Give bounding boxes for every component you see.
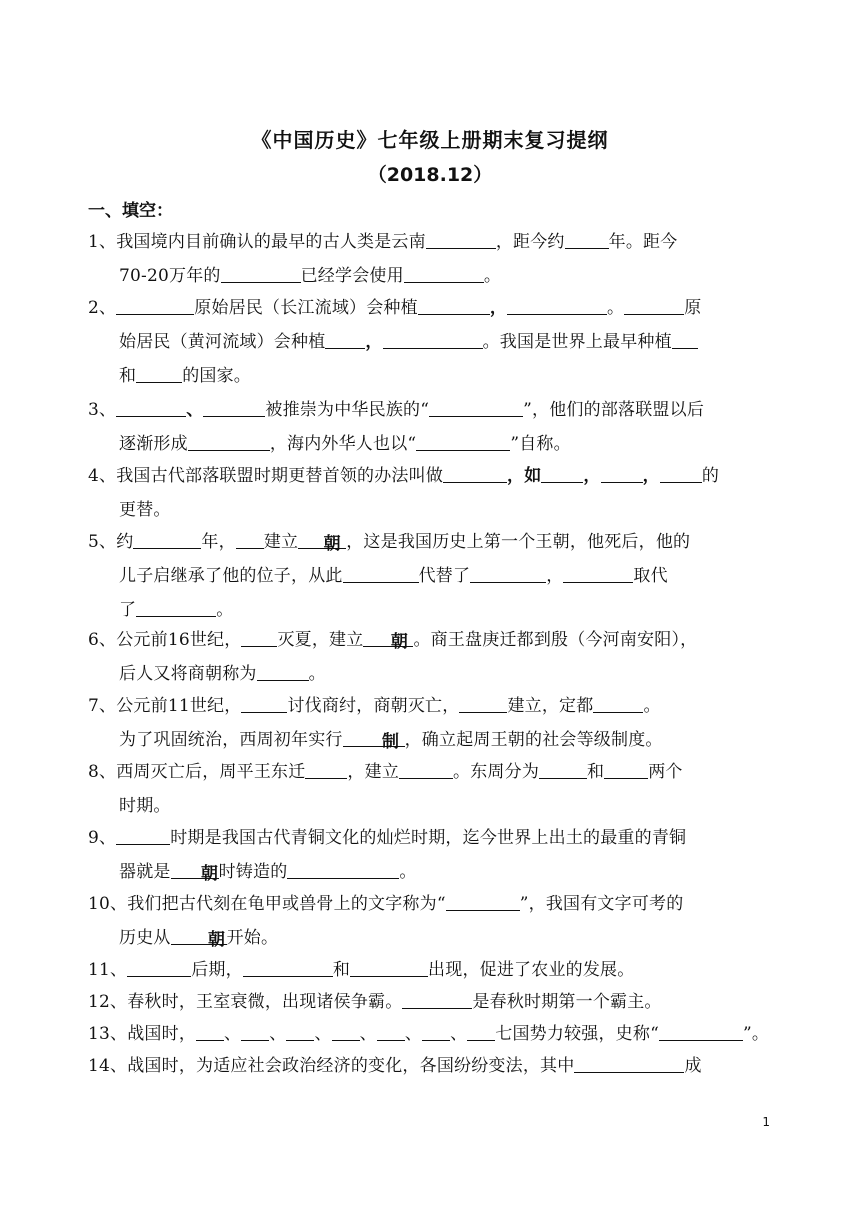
answer-blank[interactable] (404, 264, 484, 283)
answer-blank[interactable] (429, 398, 523, 417)
answer-blank-dynasty[interactable]: 朝 (298, 530, 346, 549)
answer-blank[interactable] (286, 1022, 314, 1041)
answer-blank[interactable] (418, 296, 490, 315)
answer-blank-system[interactable]: 制 (343, 728, 405, 747)
answer-blank[interactable] (350, 958, 428, 977)
answer-blank[interactable] (343, 564, 419, 583)
answer-blank[interactable] (416, 432, 510, 451)
answer-blank[interactable] (241, 1022, 269, 1041)
answer-blank[interactable] (467, 1022, 495, 1041)
answer-blank[interactable] (332, 1022, 360, 1041)
answer-blank[interactable] (422, 1022, 450, 1041)
answer-blank[interactable] (236, 530, 264, 549)
answer-blank[interactable] (287, 860, 399, 879)
answer-blank-dynasty[interactable]: 朝 (171, 926, 227, 945)
answer-blank[interactable] (133, 530, 201, 549)
answer-blank[interactable] (459, 694, 507, 713)
section-heading: 一、填空： (88, 201, 173, 221)
answer-blank[interactable] (402, 990, 472, 1009)
answer-blank[interactable] (672, 330, 698, 349)
answer-blank[interactable] (624, 296, 684, 315)
answer-blank[interactable] (604, 760, 648, 779)
answer-blank[interactable] (325, 330, 365, 349)
answer-blank[interactable] (116, 398, 186, 417)
document-title: 《中国历史》七年级上册期末复习提纲 (251, 128, 609, 152)
answer-blank[interactable] (593, 694, 643, 713)
answer-blank[interactable] (563, 564, 633, 583)
answer-blank[interactable] (188, 432, 270, 451)
answer-blank[interactable] (443, 464, 507, 483)
answer-blank[interactable] (659, 1022, 743, 1041)
answer-blank[interactable] (377, 1022, 405, 1041)
answer-blank[interactable] (574, 1054, 684, 1073)
answer-blank[interactable] (383, 330, 483, 349)
answer-blank[interactable] (539, 760, 587, 779)
answer-blank[interactable] (507, 296, 607, 315)
answer-blank[interactable] (243, 958, 333, 977)
answer-blank-dynasty[interactable]: 朝 (171, 860, 219, 879)
answer-blank[interactable] (241, 628, 277, 647)
answer-blank[interactable] (470, 564, 546, 583)
answer-blank[interactable] (399, 760, 453, 779)
answer-blank[interactable] (203, 398, 265, 417)
answer-blank-dynasty[interactable]: 朝 (363, 628, 413, 647)
answer-blank[interactable] (541, 464, 583, 483)
answer-blank[interactable] (136, 598, 216, 617)
document-page: 《中国历史》七年级上册期末复习提纲 （2018.12） 一、填空： 1、我国境内目前确认的最早的古人类是云南 ，距今约 年。距今 70-20万年的 已经学会使用 。 2、 原始居民（长江流域）会种植 ， 。 原 始居民（黄河流域）会种植 ， 。我国是世界上最早种植 和 的国家。 3、 、 被推崇为中华民族的“ ”，他们的部落联盟以后 逐渐形成 ，海内外华人也以“ ”自称。 4、我国古代部落联盟时期更替首领的办法叫做 ，如 ， ， 的 更替。 5、约 年， 建立 朝 ，这是我国历史上第一个王朝，他死后，他的 儿子启继承了他的位子，从此 代替了 ， 取代 了 。 6、公元前16世纪， 灭夏，建立 朝 。商王盘庚迁都到殷（今河南安阳）， 后人又将商朝称为 。 7、公元前11世纪， 讨伐商纣，商朝灭亡， 建立，定都 。 为了巩固统治，西周初年实行 制 ，确立起周王朝的社会等级制度。 8、西周灭亡后，周平王东迁 ，建立 。东周分为 和 两个 时期。 9、 时期是我国古代青铜文化的灿烂时期，迄今世界上出土的最重的青铜 器就是 朝时铸造的 。 10、我们把古代刻在龟甲或兽骨上的文字称为“ ”，我国有文字可考的 历史从 朝开始。 11、 后期， 和 出现，促进了农业的发展。 12、春秋时，王室衰微，出现诸侯争霸。 是春秋时期第一个霸主。 13、战国时， 、 、 、 、 、 、 七国势力较强，史称“ ”。 14、战国时，为适应社会政治经济的变化，各国纷纷变法，其中 成 1 (0, 0, 860, 1215)
page-number: 1 (762, 1115, 770, 1129)
answer-blank[interactable] (660, 464, 702, 483)
document-date: （2018.12） (367, 164, 493, 186)
answer-blank[interactable] (446, 892, 520, 911)
answer-blank[interactable] (565, 230, 609, 249)
answer-blank[interactable] (116, 826, 170, 845)
answer-blank[interactable] (601, 464, 643, 483)
answer-blank[interactable] (116, 296, 194, 315)
answer-blank[interactable] (127, 958, 191, 977)
answer-blank[interactable] (196, 1022, 224, 1041)
answer-blank[interactable] (426, 230, 496, 249)
answer-blank[interactable] (221, 264, 301, 283)
answer-blank[interactable] (257, 662, 309, 681)
answer-blank[interactable] (305, 760, 347, 779)
answer-blank[interactable] (136, 364, 182, 383)
answer-blank[interactable] (241, 694, 287, 713)
